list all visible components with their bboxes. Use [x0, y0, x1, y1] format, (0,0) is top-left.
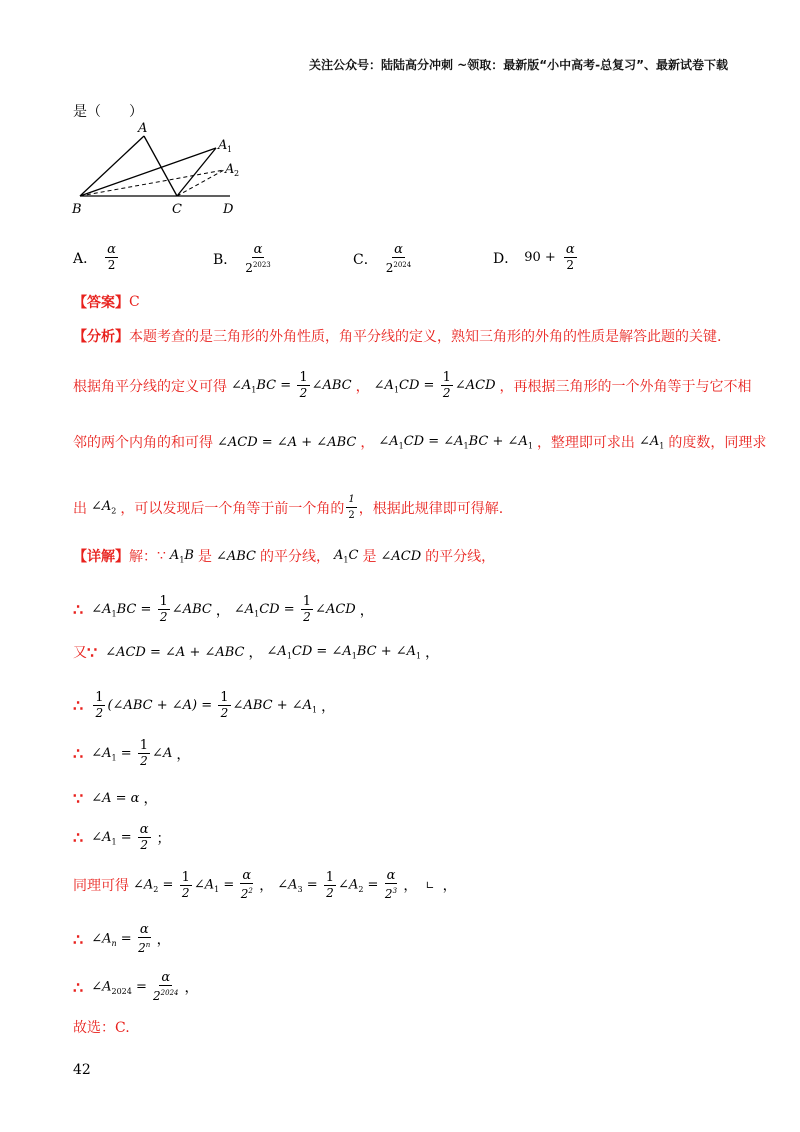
- label-a2: A: [225, 162, 235, 177]
- question-stem-tail: 是（ ）: [73, 104, 143, 120]
- line-ba2: [80, 170, 224, 196]
- option-b-fraction: $\frac{\alpha}{2^{2023}}$: [245, 242, 271, 275]
- option-a-fraction: $\frac{\alpha}{2}$: [107, 242, 116, 272]
- detail-line-5: ∴ $\angle A_1$ = $\frac{1}{2}$ ∠A ，: [73, 738, 191, 768]
- option-c[interactable]: C． $\frac{\alpha}{2^{2024}}$: [353, 242, 412, 275]
- detail-line-7: ∴ $\angle A_1$ = $\frac{\alpha}{2}$ ；: [73, 822, 171, 852]
- page-number: 42: [73, 1062, 91, 1078]
- label-c: C: [172, 202, 182, 217]
- detail-line-10: ∴ $\angle A_{2024}$ = $\frac{\alpha}{2^{2024}}$ ，: [73, 970, 199, 1003]
- detail-line-9: ∴ $\angle A_n$ = $\frac{\alpha}{2^n}$ ，: [73, 922, 171, 955]
- label-a2-sub: 2: [234, 169, 240, 178]
- page-header: 关注公众号：陆陆高分冲刺 ~领取：最新版“小中高考-总复习”、最新试卷下载: [309, 58, 728, 72]
- option-c-fraction: $\frac{\alpha}{2^{2024}}$: [385, 242, 412, 275]
- analysis-line-3: 邻的两个内角的和可得 ∠ACD = ∠A + ∠ABC ， $\angle A_1CD$ = $\angle A_1BC$ + $\angle A_1$ ，整理即可求出 $\angle A_1$ 的度数，同理求: [73, 433, 767, 451]
- analysis-line-1: 【分析】 本题考查的是三角形的外角性质，角平分线的定义，熟知三角形的外角的性质是解答此题的关键.: [73, 329, 722, 345]
- line-ba1: [80, 148, 216, 196]
- label-d: D: [223, 202, 234, 217]
- option-a[interactable]: A． $\frac{\alpha}{2}$: [73, 242, 116, 272]
- detail-line-1: 【详解】 解： ∵ $A_1B$ 是 ∠ABC 的平分线， $A_1C$ 是 ∠ACD 的平分线，: [73, 547, 496, 565]
- geometry-figure: [70, 118, 250, 218]
- detail-line-6: ∵ ∠A = α ，: [73, 788, 158, 808]
- detail-final: 故选：C.: [73, 1020, 130, 1036]
- label-a: A: [138, 121, 148, 136]
- line-ba: [80, 136, 144, 196]
- option-d[interactable]: D． 90 + $\frac{\alpha}{2}$: [493, 242, 575, 272]
- answer-line: 【答案】 C: [73, 294, 140, 311]
- option-b[interactable]: B． $\frac{\alpha}{2^{2023}}$: [213, 242, 271, 275]
- detail-line-2: ∴ $\angle A_1BC$ = $\frac{1}{2}$ ∠ABC ， $\angle A_1CD$ = $\frac{1}{2}$ ∠ACD ，: [73, 594, 374, 624]
- label-b: B: [72, 202, 82, 217]
- analysis-line-2: 根据角平分线的定义可得 $\angle A_1BC$ = $\frac{1}{2}$ ∠ABC ， $\angle A_1CD$ = $\frac{1}{2}$ ∠ACD ，再根据三角形的一个外角等于与它不相: [73, 370, 752, 400]
- analysis-line-4: 出 $\angle A_2$ ，可以发现后一个角等于前一个角的 $\frac{1}{2}$ ，根据此规律即可得解.: [73, 494, 504, 521]
- label-a1: A: [218, 138, 228, 153]
- option-d-fraction: $\frac{\alpha}{2}$: [565, 242, 575, 272]
- label-a1-sub: 1: [227, 145, 233, 154]
- detail-line-4: ∴ $\frac{1}{2}$ (∠ABC + ∠A) = $\frac{1}{2}$ ∠ABC + $\angle A_1$ ，: [73, 690, 336, 720]
- detail-line-3: 又 ∵ ∠ACD = ∠A + ∠ABC ， $\angle A_1CD$ = $\angle A_1BC$ + $\angle A_1$ ，: [73, 642, 440, 662]
- detail-line-8: 同理可得 $\angle A_2$ = $\frac{1}{2}$ $\angle A_1$ = $\frac{\alpha}{2^2}$ ， $\angle A_3$ = $\frac{1}{2}$ $\angle A_2$ = $\frac{\alpha}{2^3}$ ， ∟ ，: [73, 868, 457, 901]
- line-ac: [144, 136, 177, 196]
